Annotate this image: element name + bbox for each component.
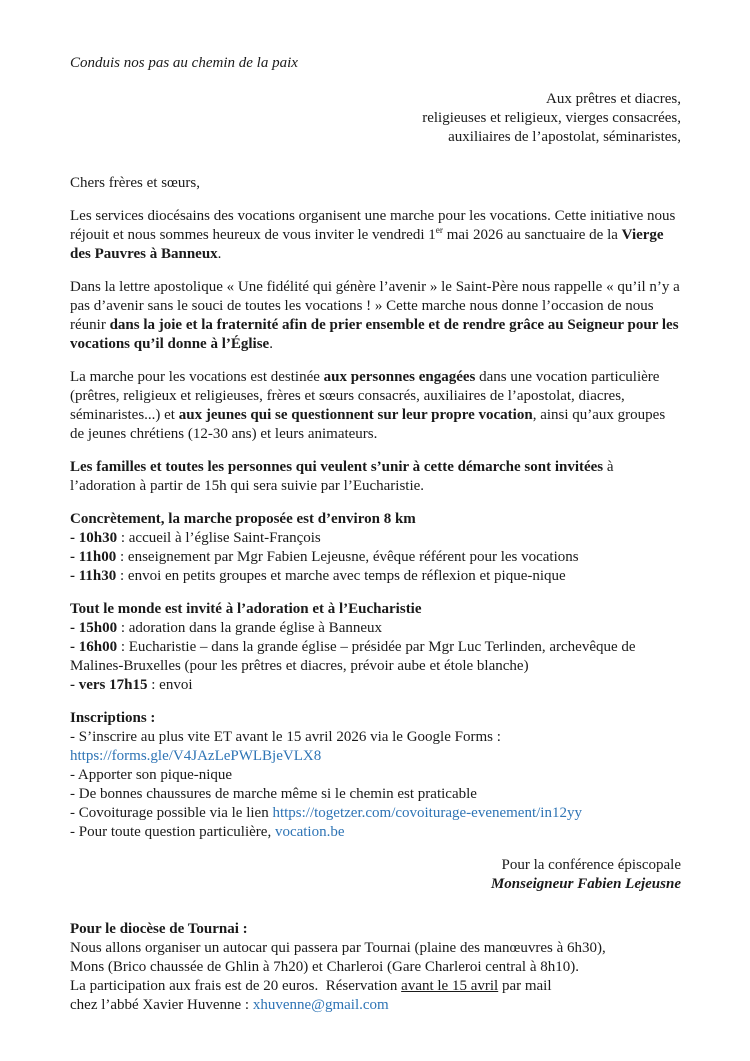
recipient-line: religieuses et religieux, vierges consacrées,	[422, 110, 681, 126]
paragraph-apostolic-letter: Dans la lettre apostolique « Une fidélité qui génère l’avenir » le Saint-Père nous rappelle « qu’il n’y a pas d’avenir sans le souci de toutes les vocations ! » Cette marche nous donne l’occasion de nous réunir dans la joie et la fraternité afin de prier ensemble et de rendre grâce au Seigneur pour les vocations qu’il donne à l’Église.	[70, 279, 680, 352]
heading-adoration-eucharist: Tout le monde est invité à l’adoration et à l’Eucharistie	[70, 601, 422, 617]
program-item-11h00: - 11h00 : enseignement par Mgr Fabien Lejeusne, évêque référent pour les vocations	[70, 549, 579, 565]
hyperlink[interactable]: https://forms.gle/V4JAzLePWLBjeVLX8	[70, 748, 322, 764]
hyperlink[interactable]: https://togetzer.com/covoiturage-evenement/in12yy	[272, 805, 582, 821]
heading-inscriptions: Inscriptions :	[70, 710, 156, 726]
recipient-block	[70, 90, 681, 147]
hyperlink[interactable]: vocation.be	[274, 824, 345, 840]
inscription-item-forms-link	[70, 747, 681, 766]
inscription-item-contact: - Pour toute question particulière, vocation.be	[70, 824, 345, 840]
heading-program-walk: Concrètement, la marche proposée est d’environ 8 km	[70, 511, 416, 527]
recipient-line: Aux prêtres et diacres,	[546, 91, 681, 107]
letter-motto: Conduis nos pas au chemin de la paix	[70, 55, 298, 71]
hyperlink[interactable]: xhuvenne@gmail.com	[252, 997, 389, 1013]
paragraph-families: Les familles et toutes les personnes qui veulent s’unir à cette démarche sont invitées à l’adoration à partir de 15h qui sera suivie par l’Eucharistie.	[70, 459, 614, 494]
program-item-17h15: - vers 17h15 : envoi	[70, 677, 193, 693]
signature-block	[70, 856, 681, 894]
salutation: Chers frères et sœurs,	[70, 175, 200, 191]
paragraph-audience: La marche pour les vocations est destinée aux personnes engagées dans une vocation particulière (prêtres, religieux et religieuses, frères et sœurs consacrés, auxiliaires de l’apostolat, diacres, séminaristes...) et aux jeunes qui se questionnent sur leur propre vocation, ainsi qu’aux groupes de jeunes chrétiens (12-30 ans) et leurs animateurs.	[70, 369, 666, 442]
program-item-16h00: - 16h00 : Eucharistie – dans la grande église – présidée par Mgr Luc Terlinden, archevêque de Malines-Bruxelles (pour les prêtres et diacres, prévoir aube et étole blanche)	[70, 639, 636, 674]
section-adoration-eucharist	[70, 600, 681, 695]
tournai-stops-line: Mons (Brico chaussée de Ghlin à 7h20) et Charleroi (Gare Charleroi central à 8h10).	[70, 959, 579, 975]
program-item-15h00: - 15h00 : adoration dans la grande église à Banneux	[70, 620, 383, 636]
section-tournai	[70, 920, 681, 1015]
recipient-line: auxiliaires de l’apostolat, séminaristes,	[448, 129, 681, 145]
heading-tournai: Pour le diocèse de Tournai :	[70, 921, 248, 937]
section-program-walk	[70, 510, 681, 586]
inscription-item-deadline: - S’inscrire au plus vite ET avant le 15 avril 2026 via le Google Forms :	[70, 729, 501, 745]
signature-role: Pour la conférence épiscopale	[501, 857, 681, 873]
tournai-fee-line: La participation aux frais est de 20 euros. Réservation avant le 15 avril par mail	[70, 978, 552, 994]
inscription-item-shoes: - De bonnes chaussures de marche même si le chemin est praticable	[70, 786, 477, 802]
inscription-item-carpool: - Covoiturage possible via le lien https://togetzer.com/covoiturage-evenement/in12yy	[70, 805, 582, 821]
paragraph-invitation: Les services diocésains des vocations organisent une marche pour les vocations. Cette initiative nous réjouit et nous sommes heureux de vous inviter le vendredi 1er mai 2026 au sanctuaire de la Vierge des Pauvres à Banneux.	[70, 208, 676, 262]
inscription-item-picnic: - Apporter son pique-nique	[70, 767, 233, 783]
tournai-contact-line: chez l’abbé Xavier Huvenne : xhuvenne@gmail.com	[70, 997, 389, 1013]
section-inscriptions	[70, 709, 681, 842]
program-item-10h30: - 10h30 : accueil à l’église Saint-François	[70, 530, 321, 546]
program-item-11h30: - 11h30 : envoi en petits groupes et marche avec temps de réflexion et pique-nique	[70, 568, 566, 584]
tournai-bus-line: Nous allons organiser un autocar qui passera par Tournai (plaine des manœuvres à 6h30),	[70, 940, 606, 956]
signature-name: Monseigneur Fabien Lejeusne	[490, 876, 681, 892]
